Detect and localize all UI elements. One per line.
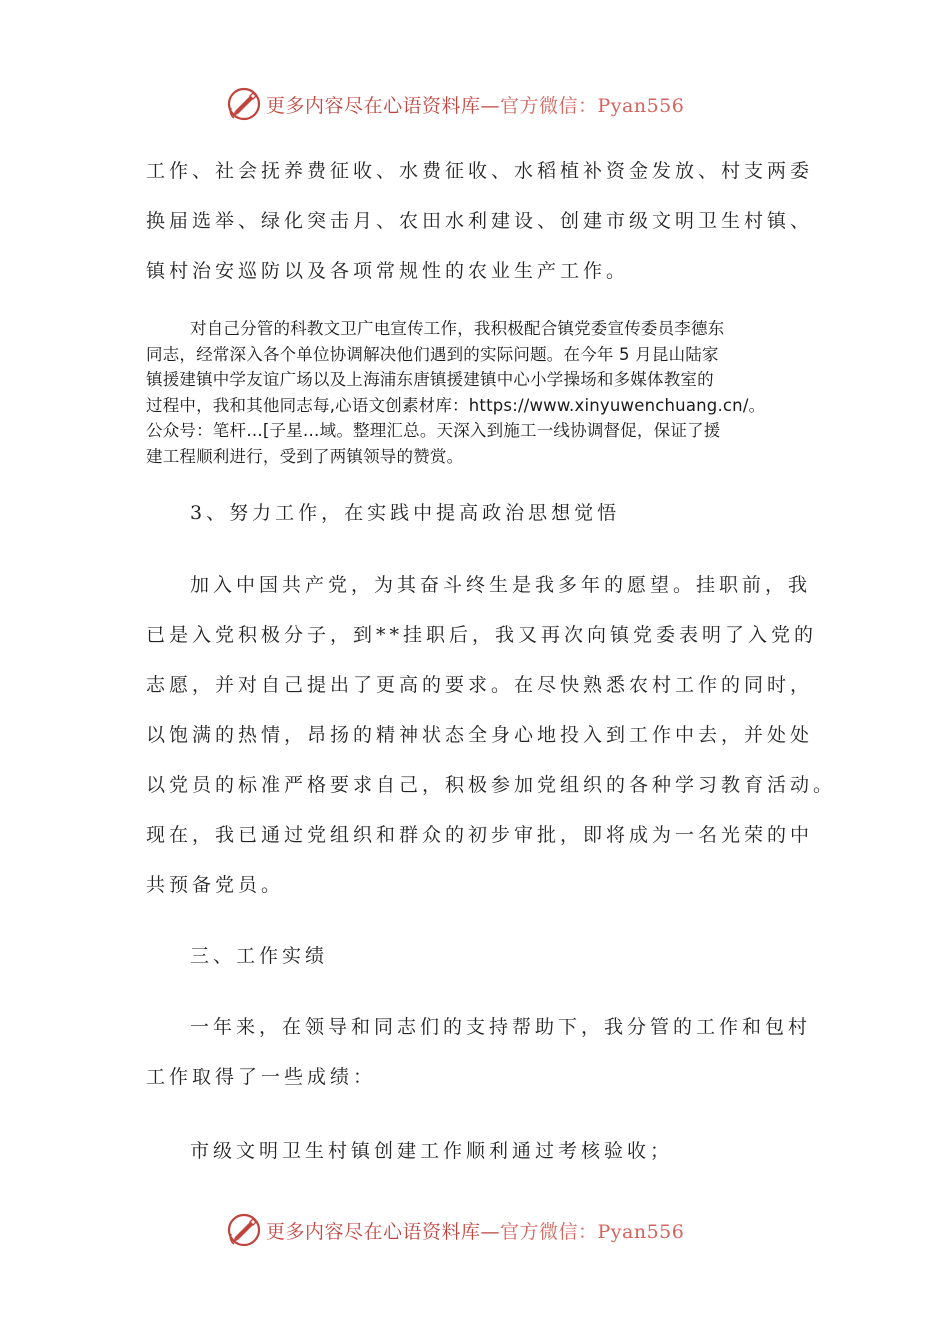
text-line: 工作、社会抚养费征收、水费征收、水稻植补资金发放、村支两委 (146, 160, 814, 182)
text-line: 对自己分管的科教文卫广电宣传工作，我积极配合镇党委宣传委员李德东 (190, 319, 725, 338)
paragraph-work-list (146, 146, 816, 296)
paragraph-party-membership (146, 560, 837, 910)
watermark-text: 更多内容尽在心语资料库—官方微信：Pyan556 (266, 1220, 685, 1243)
text-line: 工作取得了一些成绩： (146, 1066, 377, 1088)
text-line: 同志，经常深入各个单位协调解决他们遇到的实际问题。在今年 5 月昆山陆家 (146, 344, 719, 364)
text-line: 镇村治安巡防以及各项常规性的农业生产工作。 (146, 260, 630, 282)
paragraph-achievements-intro (146, 1002, 816, 1102)
text-line: 市级文明卫生村镇创建工作顺利通过考核验收； (190, 1140, 674, 1162)
text-line: 以党员的标准严格要求自己，积极参加党组织的各种学习教育活动。 (146, 774, 837, 796)
text-line: 以饱满的热情，昂扬的精神状态全身心地投入到工作中去，并处处 (146, 724, 814, 746)
text-line: 一年来，在领导和同志们的支持帮助下，我分管的工作和包村 (190, 1016, 812, 1038)
text-line: 志愿，并对自己提出了更高的要求。在尽快熟悉农村工作的同时， (146, 674, 814, 696)
paragraph-education-work (146, 316, 816, 469)
text-line: 共预备党员。 (146, 874, 285, 896)
footer-watermark (226, 1210, 684, 1250)
text-line: 加入中国共产党，为其奋斗终生是我多年的愿望。挂职前，我 (190, 574, 812, 596)
paragraph-achievement-item (146, 1126, 816, 1176)
text-line: 已是入党积极分子，到**挂职后，我又再次向镇党委表明了入党的 (146, 624, 818, 646)
heading-text: 三、工作实绩 (190, 945, 329, 967)
pen-seal-icon (226, 1212, 262, 1248)
header-watermark (226, 84, 684, 124)
section-heading-achievements (146, 931, 816, 981)
text-line: 过程中，我和其他同志每,心语文创素材库：https://www.xinyuwenchuang.cn/。 (146, 395, 766, 415)
section-heading-3 (146, 488, 816, 538)
text-line: 公众号：笔杆…[子星…域。整理汇总。天深入到施工一线协调督促，保证了援 (146, 421, 721, 440)
pen-seal-icon (226, 86, 262, 122)
text-line: 建工程顺利进行，受到了两镇领导的赞赏。 (146, 446, 464, 466)
text-line: 现在，我已通过党组织和群众的初步审批，即将成为一名光荣的中 (146, 824, 814, 846)
text-line: 镇援建镇中学友谊广场以及上海浦东唐镇援建镇中心小学操场和多媒体教室的 (146, 370, 714, 389)
text-line: 换届选举、绿化突击月、农田水利建设、创建市级文明卫生村镇、 (146, 210, 814, 232)
heading-text: 3、努力工作，在实践中提高政治思想觉悟 (190, 502, 621, 524)
watermark-text: 更多内容尽在心语资料库—官方微信：Pyan556 (266, 94, 685, 117)
